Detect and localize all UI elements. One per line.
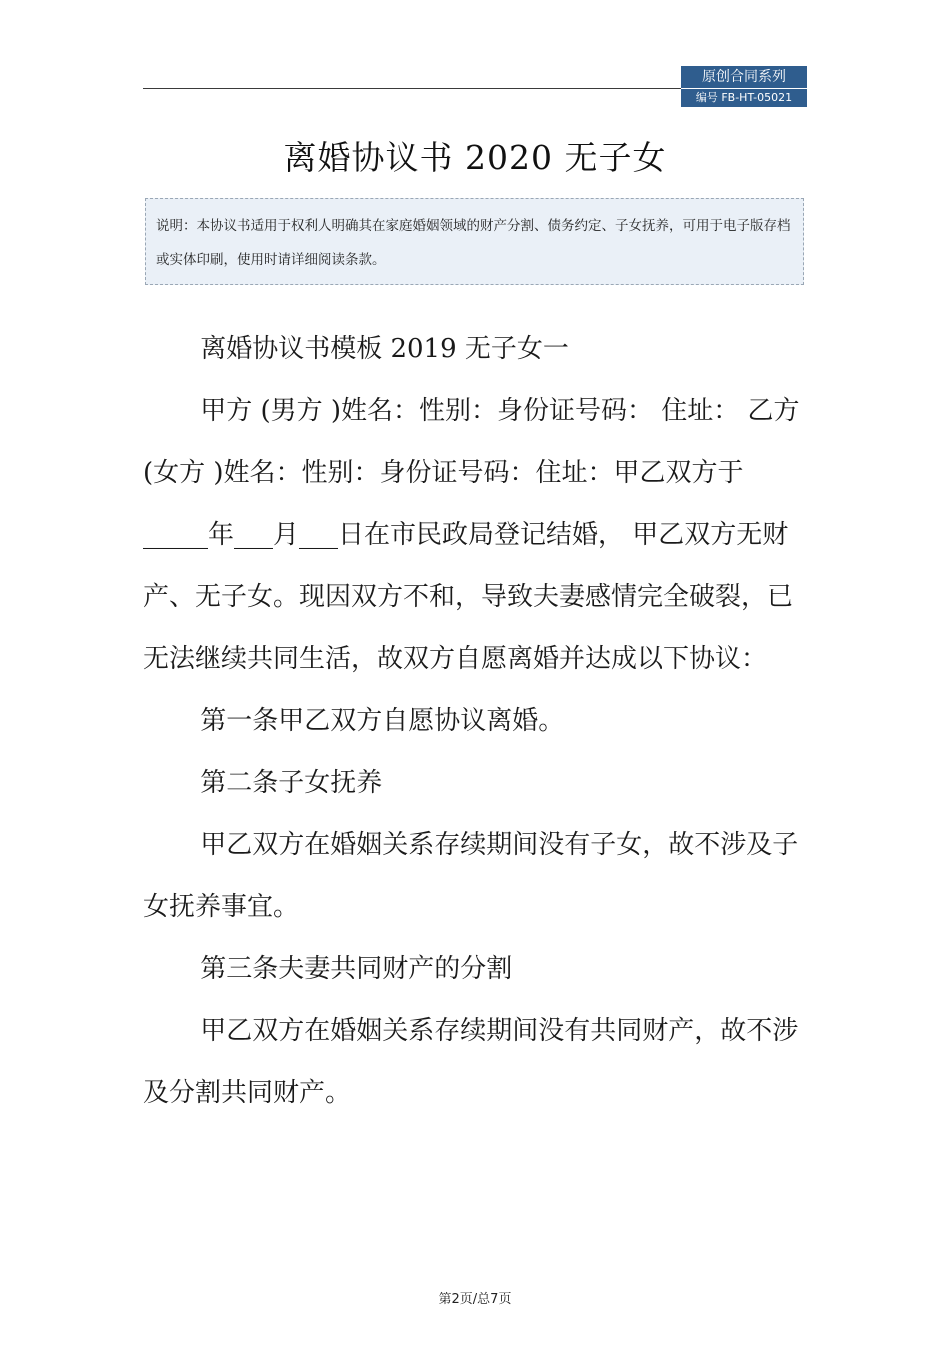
page-indicator: 第2页/总7页 — [438, 1292, 512, 1307]
document-body — [143, 318, 805, 1124]
document-code-badge: 编号 FB-HT-05021 — [681, 89, 807, 107]
document-title: 离婚协议书 2020 无子女 — [283, 138, 667, 177]
article-2-body: 甲乙双方在婚姻关系存续期间没有子女，故不涉及子女抚养事宜。 — [143, 830, 799, 922]
article-3-heading: 第三条夫妻共同财产的分割 — [200, 954, 513, 984]
usage-note-box — [145, 198, 804, 285]
header-rule — [143, 88, 681, 89]
paragraph-parties: 甲方 (男方 )姓名：性别：身份证号码： 住址： 乙方 (女方 )姓名：性别：身份证号码：住址：甲乙双方于 _____年___月___日在市民政局登记结婚， 甲乙双方无财产、无子女。现因双方不和，导致夫妻感情完全破裂，已无法继续共同生活，故双方自愿离婚并达成以下协议： — [143, 396, 800, 674]
series-badge: 原创合同系列 — [681, 66, 807, 88]
usage-note-text: 说明：本协议书适用于权利人明确其在家庭婚姻领域的财产分割、债务约定、子女抚养，可用于电子版存档或实体印刷，使用时请详细阅读条款。 — [156, 218, 791, 268]
paragraph-template-heading: 离婚协议书模板 2019 无子女一 — [200, 334, 569, 364]
article-1: 第一条甲乙双方自愿协议离婚。 — [200, 706, 565, 736]
article-2-heading: 第二条子女抚养 — [200, 768, 383, 798]
article-3-body: 甲乙双方在婚姻关系存续期间没有共同财产，故不涉及分割共同财产。 — [143, 1016, 799, 1108]
